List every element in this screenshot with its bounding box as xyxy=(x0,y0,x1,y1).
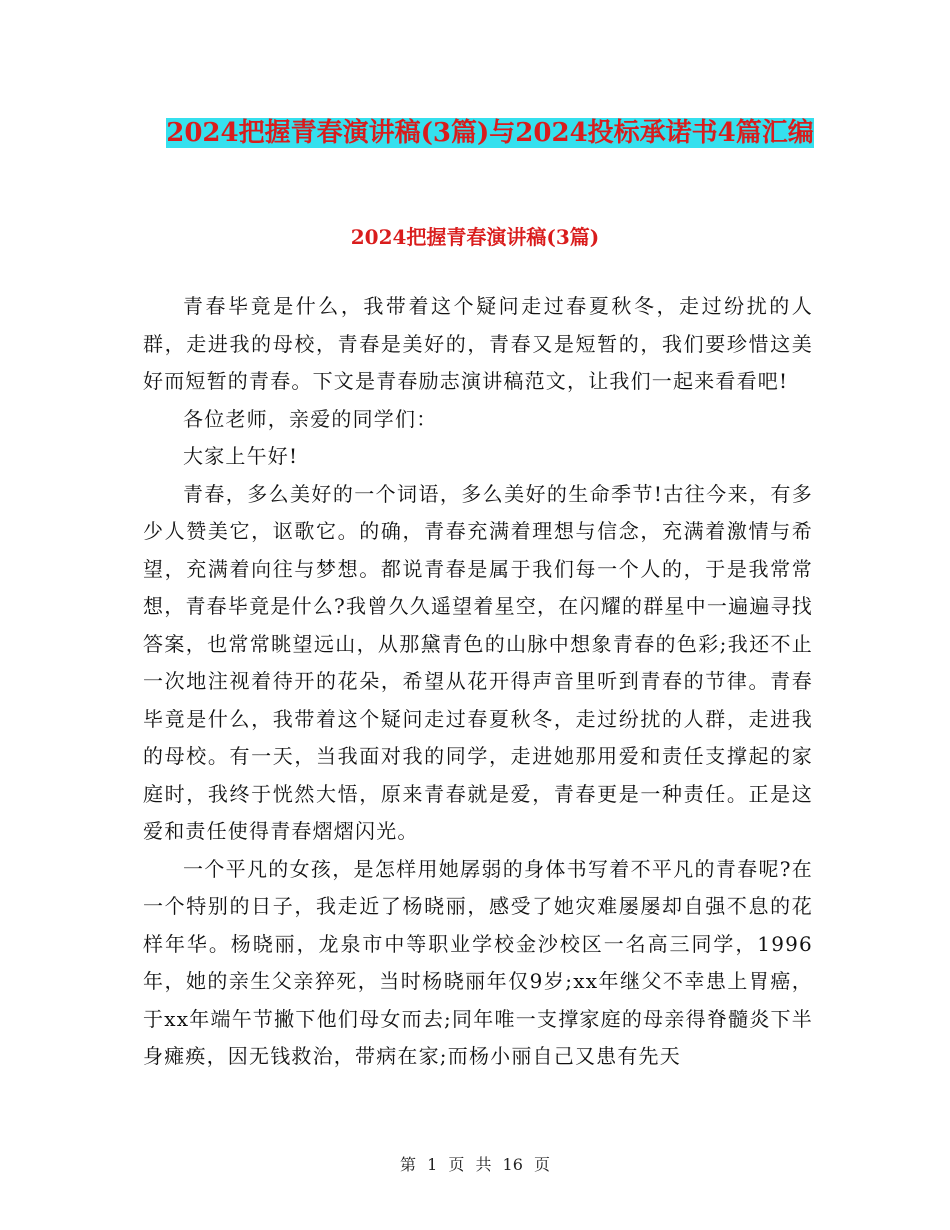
paragraph: 青春，多么美好的一个词语，多么美好的生命季节!古往今来，有多少人赞美它，讴歌它。的确，青春充满着理想与信念，充满着激情与希望，充满着向往与梦想。都说青春是属于我们每一个人的，于是我常常想，青春毕竟是什么?我曾久久遥望着星空，在闪耀的群星中一遍遍寻找答案，也常常眺望远山，从那黛青色的山脉中想象青春的色彩;我还不止一次地注视着待开的花朵，希望从花开得声音里听到青春的节律。青春毕竟是什么，我带着这个疑问走过春夏秋冬，走过纷扰的人群，走进我的母校。有一天，当我面对我的同学，走进她那用爱和责任支撑起的家庭时，我终于恍然大悟，原来青春就是爱，青春更是一种责任。正是这爱和责任使得青春熠熠闪光。 xyxy=(143,481,813,843)
paragraph: 大家上午好! xyxy=(183,444,299,468)
page-footer: 第 1 页 共 16 页 xyxy=(400,1155,550,1174)
paragraph: 一个平凡的女孩，是怎样用她孱弱的身体书写着不平凡的青春呢?在一个特别的日子，我走近了杨晓丽，感受了她灾难屡屡却自强不息的花样年华。杨晓丽，龙泉市中等职业学校金沙校区一名高三同学，1996年，她的亲生父亲猝死，当时杨晓丽年仅9岁;xx年继父不幸患上胃癌，于xx年端午节撇下他们母女而去;同年唯一支撑家庭的母亲得脊髓炎下半身瘫痪，因无钱救治，带病在家;而杨小丽自己又患有先天 xyxy=(143,856,813,1068)
document-title xyxy=(150,112,830,154)
document-body xyxy=(143,288,813,1076)
document-title-text: 2024把握青春演讲稿(3篇)与2024投标承诺书4篇汇编 xyxy=(166,118,814,148)
paragraph: 青春毕竟是什么，我带着这个疑问走过春夏秋冬，走过纷扰的人群，走进我的母校，青春是美好的，青春又是短暂的，我们要珍惜这美好而短暂的青春。下文是青春励志演讲稿范文，让我们一起来看看吧! xyxy=(143,294,813,393)
paragraph: 各位老师，亲爱的同学们： xyxy=(183,406,438,431)
section-title: 2024把握青春演讲稿(3篇) xyxy=(350,225,600,249)
